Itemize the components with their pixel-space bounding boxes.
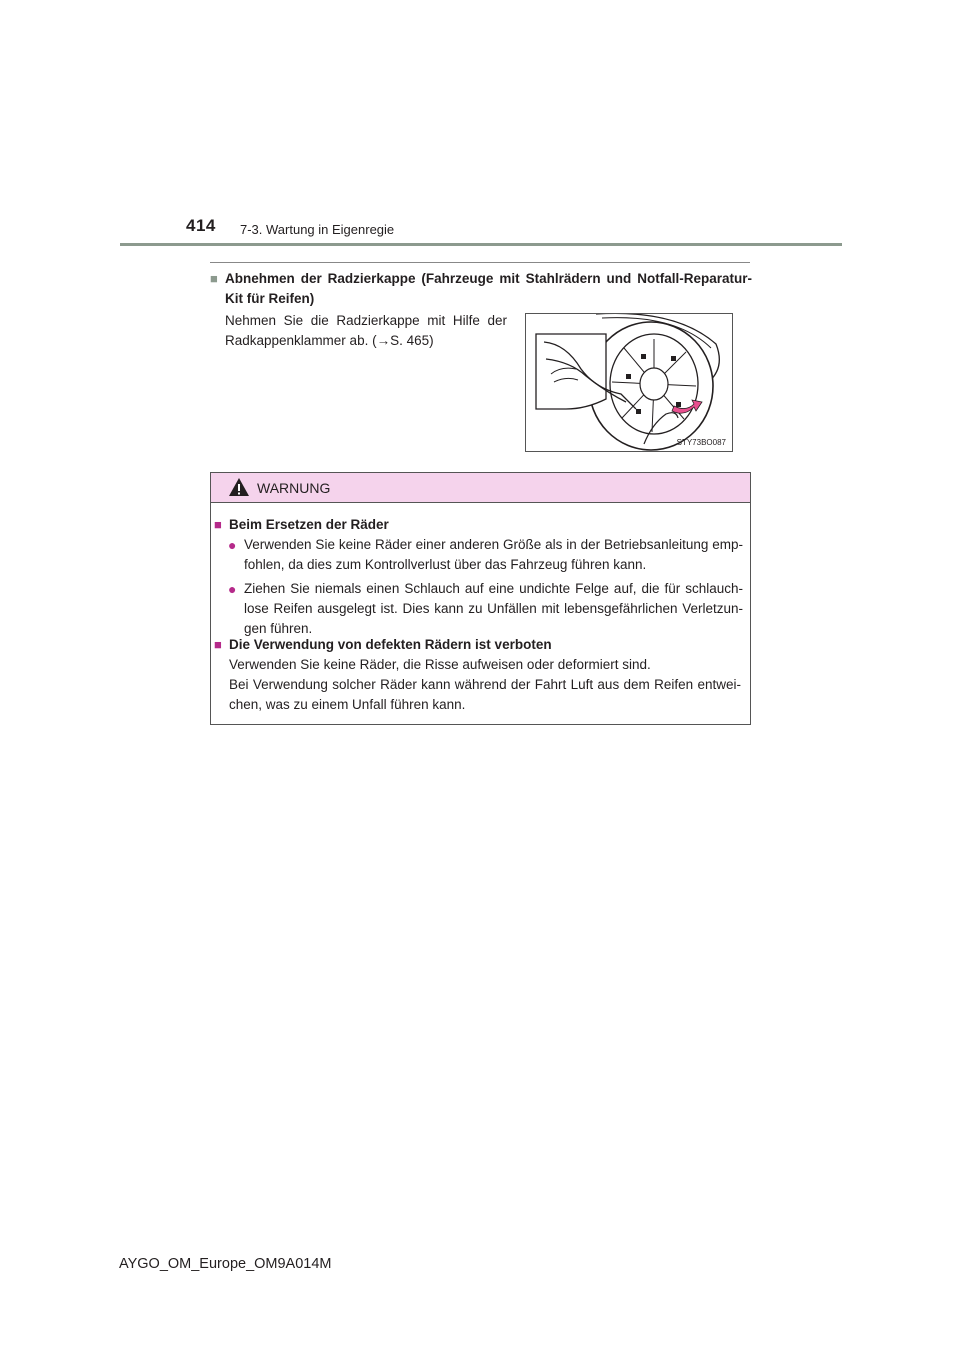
body-paragraph: Nehmen Sie die Radzierkappe mit Hilfe der Radkappenklammer ab. (→S. 465) [225,313,507,348]
wheel-cap-illustration [525,313,733,452]
warning-bullet [228,535,743,575]
warning-triangle-icon [228,477,250,497]
warning-title: WARNUNG [257,480,331,496]
warning-paragraph [229,675,741,715]
square-bullet-icon: ■ [214,517,222,532]
section-title: 7-3. Wartung in Eigenregie [240,222,395,237]
figure-caption: STY73BO087 [676,438,726,447]
warning-paragraph [229,655,741,675]
warning-section-heading [214,635,734,655]
warning-bullet [228,579,743,639]
warning-section-heading [214,515,734,535]
header-divider [120,243,842,246]
warning-section-heading-text: Beim Ersetzen der Räder [229,517,389,532]
sub-heading-text: Abnehmen der Radzierkappe (Fahrzeuge mit Stahlrädern und Notfall-Reparatur-Kit für Reifen) [225,271,752,306]
square-bullet-icon: ■ [210,271,218,286]
round-bullet-icon: ● [228,581,237,597]
square-bullet-icon: ■ [214,637,222,652]
page-number: 414 [186,216,216,235]
warning-paragraph-line: Verwenden Sie keine Räder, die Risse aufweisen oder deformiert sind. [229,657,651,672]
footer-doc-id: AYGO_OM_Europe_OM9A014M [119,1256,332,1272]
round-bullet-icon: ● [228,537,237,553]
warning-section-heading-text: Die Verwendung von defekten Rädern ist verboten [229,637,552,652]
warning-box [210,472,751,725]
warning-paragraph-line: Bei Verwendung solcher Räder kann während der Fahrt Luft aus dem Reifen entwei-chen, was zu einem Unfall führen kann. [229,677,741,712]
wheel-cap-drawing [526,314,732,451]
warning-header [211,473,750,503]
warning-bullet-text: Ziehen Sie niemals einen Schlauch auf eine undichte Felge auf, die für schlauch-lose Reifen ausgelegt ist. Dies kann zu Unfällen mit lebensgefährlichen Verletzun-gen führen. [244,581,743,636]
warning-bullet-text: Verwenden Sie keine Räder einer anderen Größe als in der Betriebsanleitung emp-fohlen, da dies zum Kontrollverlust über das Fahrzeug führen kann. [244,537,743,572]
sub-heading [210,269,752,309]
content-divider [210,262,750,263]
